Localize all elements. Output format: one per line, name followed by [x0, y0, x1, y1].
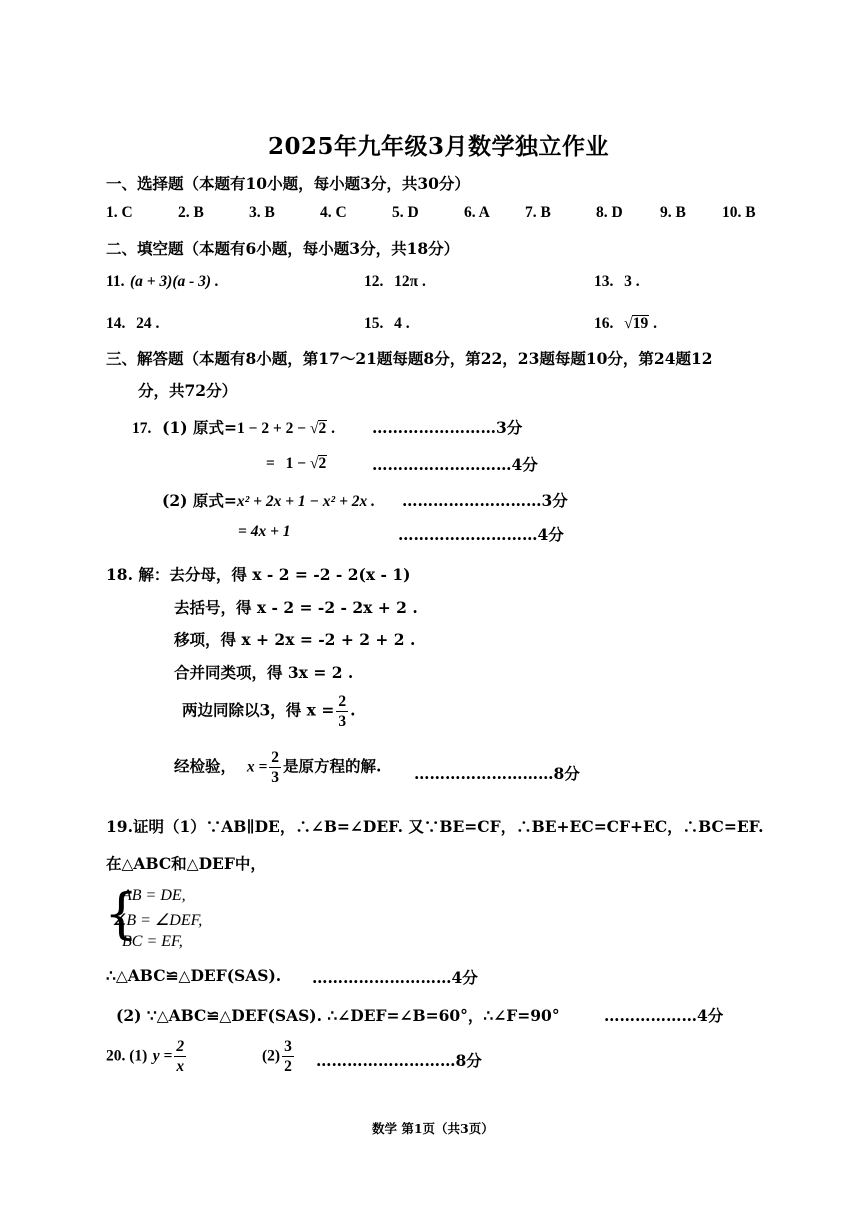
q20-score: ………………………8分 [316, 1051, 482, 1070]
sqrt-19: 19 [632, 315, 649, 332]
q19-part2: (2) ∵△ABC≌△DEF(SAS). ∴∠DEF=∠B=60°，∴∠F=90° [116, 1006, 560, 1025]
q17-part1: 17. (1) 原式=1 − 2 + 2 − √2 . [132, 418, 336, 437]
q18-line-5: 两边同除以3，得 x = $\frac{2}{3}$ . [182, 693, 356, 730]
section-3-header-line2: 分，共72分） [138, 381, 238, 400]
fill-answer-13: 13. 3 . [594, 273, 640, 290]
q18-line-6: 经检验， x = $\frac{2}{3}$ 是原方程的解. [174, 749, 382, 786]
section-3-header-line1: 三、解答题（本题有8小题，第17～21题每题8分，第22，23题每题10分，第24题12 [106, 349, 713, 368]
system-eq-2: ∠B = ∠DEF, [112, 912, 203, 929]
q19-line-1: 19.证明（1）∵AB∥DE，∴∠B=∠DEF. 又∵BE=CF，∴BE+EC=CF+EC，∴BC=EF. [106, 817, 764, 836]
q18-line-4: 合并同类项，得 3x = 2 . [174, 663, 354, 682]
q18-line-1: 18. 解：去分母，得 x - 2 = -2 - 2(x - 1) [106, 565, 411, 584]
q19-conclusion: ∴△ABC≌△DEF(SAS). [106, 966, 282, 985]
q17-part1-result: = 1 − √2 [266, 455, 327, 472]
q19-conclusion-score: ………………………4分 [312, 968, 478, 987]
fill-answer-11: 11. (a + 3)(a - 3) . [106, 273, 219, 290]
fill-answer-12: 12. 12π . [364, 273, 426, 290]
mc-answer-1: 1. C [106, 204, 133, 221]
q18-score: ………………………8分 [414, 764, 580, 783]
q17-part1-result-score: ………………………4分 [372, 455, 538, 474]
fill-answer-15: 15. 4 . [364, 315, 410, 332]
section-2-header: 二、填空题（本题有6小题，每小题3分，共18分） [106, 239, 460, 258]
q17-part2-score: ………………………3分 [402, 491, 568, 510]
q19-line-2: 在△ABC和△DEF中， [106, 854, 266, 873]
q18-line-2: 去括号，得 x - 2 = -2 - 2x + 2 . [174, 598, 418, 617]
q17-part1-score: ……………………3分 [372, 418, 523, 437]
mc-answer-2: 2. B [178, 204, 204, 221]
q17-part2-result: = 4x + 1 [238, 523, 291, 540]
mc-answer-7: 7. B [525, 204, 551, 221]
mc-answer-4: 4. C [320, 204, 347, 221]
system-eq-1: AB = DE, [122, 887, 186, 904]
system-brace: { [104, 882, 139, 945]
section-1-header: 一、选择题（本题有10小题，每小题3分，共30分） [106, 174, 470, 193]
document-title: 2025年九年级3月数学独立作业 [268, 133, 610, 160]
q20-part1: 20. (1) y = $\frac{2}{x}$ [106, 1038, 185, 1075]
q19-part2-score: ………………4分 [604, 1006, 724, 1025]
fill-answer-14: 14. 24 . [106, 315, 160, 332]
mc-answer-3: 3. B [249, 204, 275, 221]
page-footer: 数学 第1页（共3页） [372, 1121, 494, 1136]
mc-answer-5: 5. D [392, 204, 419, 221]
q20-part2: (2) $\frac{3}{2}$ [262, 1038, 292, 1075]
mc-answer-10: 10. B [722, 204, 756, 221]
q17-part2: (2) 原式=x² + 2x + 1 − x² + 2x . [162, 491, 376, 510]
mc-answer-8: 8. D [596, 204, 623, 221]
fill-answer-16: 16. √19 . [594, 315, 657, 332]
mc-answer-6: 6. A [464, 204, 490, 221]
system-eq-3: BC = EF, [122, 933, 183, 950]
q17-part2-result-score: ………………………4分 [398, 525, 564, 544]
q18-line-3: 移项，得 x + 2x = -2 + 2 + 2 . [174, 630, 416, 649]
mc-answer-9: 9. B [660, 204, 686, 221]
